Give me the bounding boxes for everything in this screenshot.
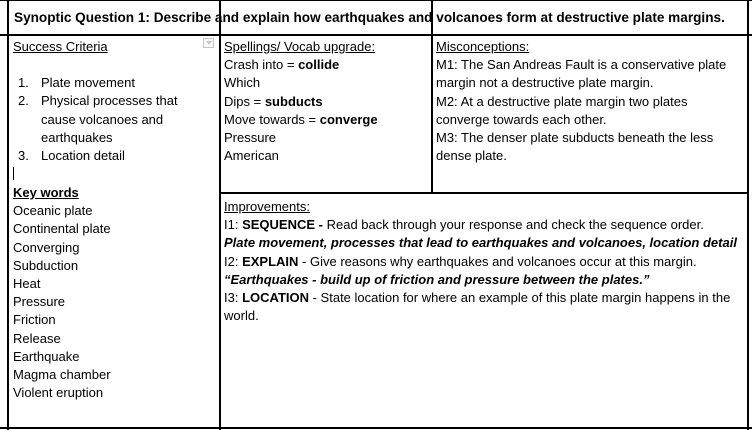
misconceptions-cell [436, 38, 742, 165]
list-item: Heat [13, 276, 41, 292]
text-cursor [13, 167, 14, 180]
key-words-heading: Key words [13, 185, 79, 200]
border-right [747, 0, 749, 430]
improvement-i1: I1: SEQUENCE - Read back through your response and check the sequence order. [224, 217, 704, 233]
vocab-heading: Spellings/ Vocab upgrade: [224, 39, 376, 54]
list-text: Plate movement [41, 75, 135, 91]
improvement-i1-example: Plate movement, processes that lead to earthquakes and volcanoes, location detail [224, 235, 737, 251]
list-item: Friction [13, 312, 56, 328]
border-left [7, 0, 9, 430]
success-criteria-cell [13, 38, 213, 165]
list-text: Physical processes that cause volcanoes and earthquakes [41, 93, 178, 145]
list-text: Location detail [41, 148, 125, 164]
list-item: Continental plate [13, 221, 111, 237]
page-title: Synoptic Question 1: Describe and explain how earthquakes and volcanoes form at destructive plate margins. [14, 10, 725, 25]
vocab-line: Which [224, 75, 261, 91]
border-bottom [0, 427, 752, 429]
improvements-cell [224, 198, 744, 325]
border-col2 [431, 0, 433, 194]
vocab-line: American [224, 148, 279, 164]
improvement-i2: I2: EXPLAIN - Give reasons why earthquakes and volcanoes occur at this margin. [224, 253, 697, 269]
misconception-m2: M2: At a destructive plate margin two plates converge towards each other. [436, 93, 688, 127]
border-title-bottom [0, 34, 752, 36]
list-item: Converging [13, 239, 80, 255]
success-criteria-heading: Success Criteria [13, 39, 108, 54]
list-number: 1. [18, 75, 29, 91]
list-number: 2. [18, 93, 29, 109]
list-item: Release [13, 330, 61, 346]
list-item: Earthquake [13, 348, 80, 364]
list-item: Magma chamber [13, 367, 111, 383]
list-number: 3. [18, 148, 29, 164]
border-mid-row [219, 192, 749, 194]
misconceptions-heading: Misconceptions: [436, 39, 530, 54]
border-top-line [0, 0, 752, 1]
misconception-m1: M1: The San Andreas Fault is a conservative plate margin not a destructive plate margin. [436, 57, 727, 91]
key-words-cell [13, 184, 213, 402]
list-item [13, 92, 211, 147]
vocab-line: Pressure [224, 130, 277, 146]
list-item: Subduction [13, 257, 79, 273]
list-item [13, 147, 213, 165]
success-criteria-list [13, 74, 213, 165]
vocab-line: Crash into = collide [224, 57, 340, 73]
misconception-m3: M3: The denser plate subducts beneath the less dense plate. [436, 130, 714, 164]
key-words-list [13, 202, 213, 402]
improvement-i2-example: “Earthquakes - build up of friction and pressure between the plates.” [224, 271, 650, 287]
border-col1 [219, 0, 221, 430]
improvement-i3: I3: LOCATION - State location for where an example of this plate margin happens in the world. [224, 290, 731, 324]
list-item: Violent eruption [13, 385, 104, 401]
list-item: Oceanic plate [13, 203, 93, 219]
vocab-line: Move towards = converge [224, 111, 378, 127]
improvements-heading: Improvements: [224, 199, 310, 214]
list-item: Pressure [13, 294, 66, 310]
list-item [13, 74, 213, 92]
vocab-line: Dips = subducts [224, 93, 323, 109]
vocab-cell [224, 38, 428, 165]
